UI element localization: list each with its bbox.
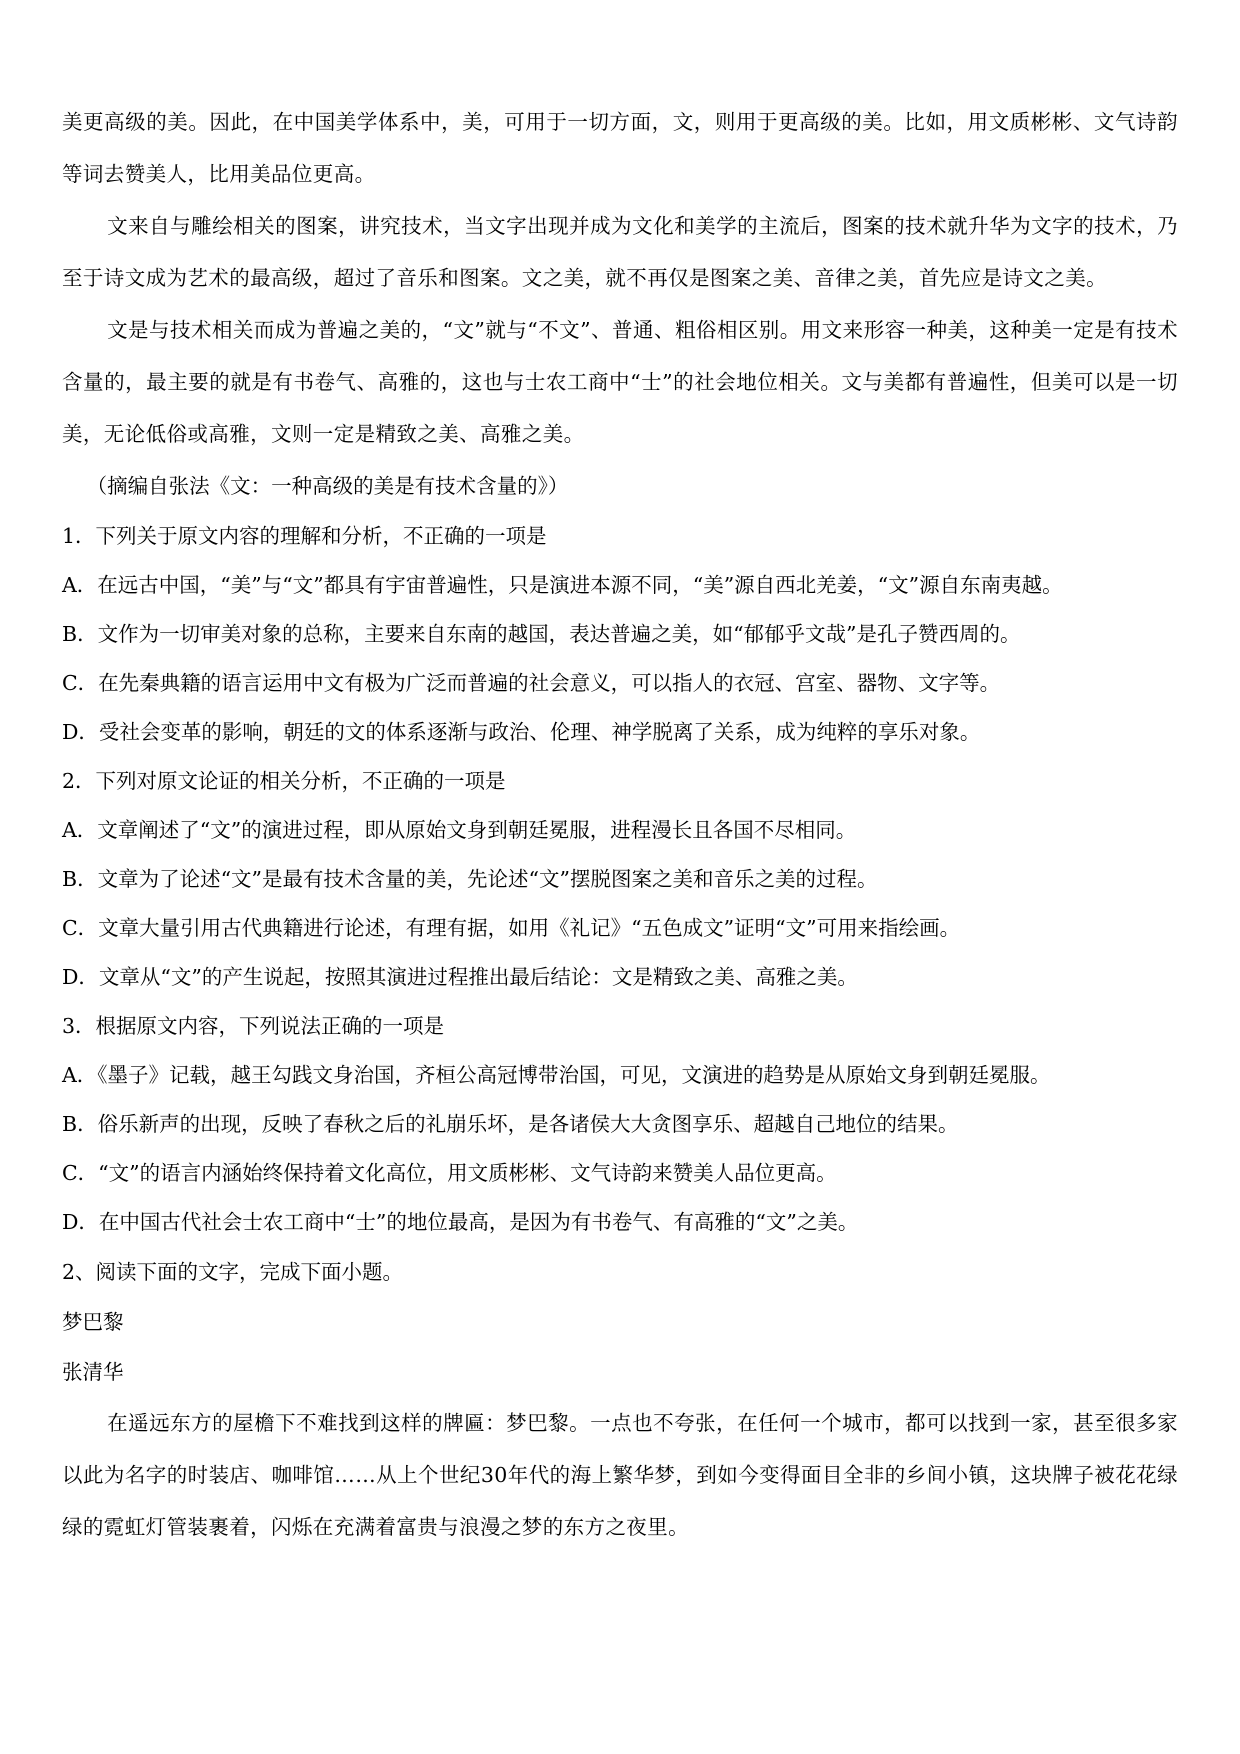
section-two-author: 张清华 [62,1360,124,1384]
question-3-option-d: D．在中国古代社会士农工商中“士”的地位最高，是因为有书卷气、有高雅的“文”之美。 [62,1210,859,1234]
question-2-option-d: D．文章从“文”的产生说起，按照其演进过程推出最后结论：文是精致之美、高雅之美。 [62,965,858,989]
paragraph-2: 文来自与雕绘相关的图案，讲究技术，当文字出现并成为文化和美学的主流后，图案的技术就升华为文字的技术，乃至于诗文成为艺术的最高级，超过了音乐和图案。文之美，就不再仅是图案之美、音律之美，首先应是诗文之美。 [62,214,1178,290]
question-2-option-b: B．文章为了论述“文”是最有技术含量的美，先论述“文”摆脱图案之美和音乐之美的过程。 [62,867,878,891]
paragraph-1: 美更高级的美。因此，在中国美学体系中，美，可用于一切方面，文，则用于更高级的美。比如，用文质彬彬、文气诗韵等词去赞美人，比用美品位更高。 [62,110,1178,186]
section-two-text: 在遥远东方的屋檐下不难找到这样的牌匾：梦巴黎。一点也不夸张，在任何一个城市，都可以找到一家，甚至很多家以此为名字的时装店、咖啡馆……从上个世纪30年代的海上繁华梦，到如今变得面目全非的乡间小镇，这块牌子被花花绿绿的霓虹灯管装裹着，闪烁在充满着富贵与浪漫之梦的东方之夜里。 [62,1411,1178,1539]
question-3-option-a: A．《墨子》记载，越王勾践文身治国，齐桓公高冠博带治国，可见，文演进的趋势是从原始文身到朝廷冕服。 [62,1063,1051,1087]
question-3-stem: 3．根据原文内容，下列说法正确的一项是 [62,1014,445,1038]
question-1-option-c: C．在先秦典籍的语言运用中文有极为广泛而普遍的社会意义，可以指人的衣冠、宫室、器物、文字等。 [62,671,1001,695]
question-2-stem: 2．下列对原文论证的相关分析，不正确的一项是 [62,769,506,793]
question-2-option-c: C．文章大量引用古代典籍进行论述，有理有据，如用《礼记》“五色成文”证明“文”可用来指绘画。 [62,916,961,940]
section-two-heading: 2、阅读下面的文字，完成下面小题。 [62,1260,404,1284]
question-1-option-b: B．文作为一切审美对象的总称，主要来自东南的越国，表达普遍之美，如“郁郁乎文哉”是孔子赞西周的。 [62,622,1021,646]
paragraph-3: 文是与技术相关而成为普遍之美的，“文”就与“不文”、普通、粗俗相区别。用文来形容一种美，这种美一定是有技术含量的，最主要的就是有书卷气、高雅的，这也与士农工商中“士”的社会地位相关。文与美都有普遍性，但美可以是一切美，无论低俗或高雅，文则一定是精致之美、高雅之美。 [62,318,1178,446]
question-1-stem: 1．下列关于原文内容的理解和分析，不正确的一项是 [62,524,547,548]
question-2-option-a: A．文章阐述了“文”的演进过程，即从原始文身到朝廷冕服，进程漫长且各国不尽相同。 [62,818,857,842]
source-attribution: （摘编自张法《文：一种高级的美是有技术含量的》） [86,474,569,498]
question-3-option-b: B．俗乐新声的出现，反映了春秋之后的礼崩乐坏，是各诸侯大大贪图享乐、超越自己地位的结果。 [62,1112,959,1136]
question-3-option-c: C．“文”的语言内涵始终保持着文化高位，用文质彬彬、文气诗韵来赞美人品位更高。 [62,1161,837,1185]
section-two-title: 梦巴黎 [62,1310,124,1334]
question-1-option-d: D．受社会变革的影响，朝廷的文的体系逐渐与政治、伦理、神学脱离了关系，成为纯粹的享乐对象。 [62,720,981,744]
question-1-option-a: A．在远古中国，“美”与“文”都具有宇宙普遍性，只是演进本源不同，“美”源自西北羌姜，“文”源自东南夷越。 [62,573,1063,597]
